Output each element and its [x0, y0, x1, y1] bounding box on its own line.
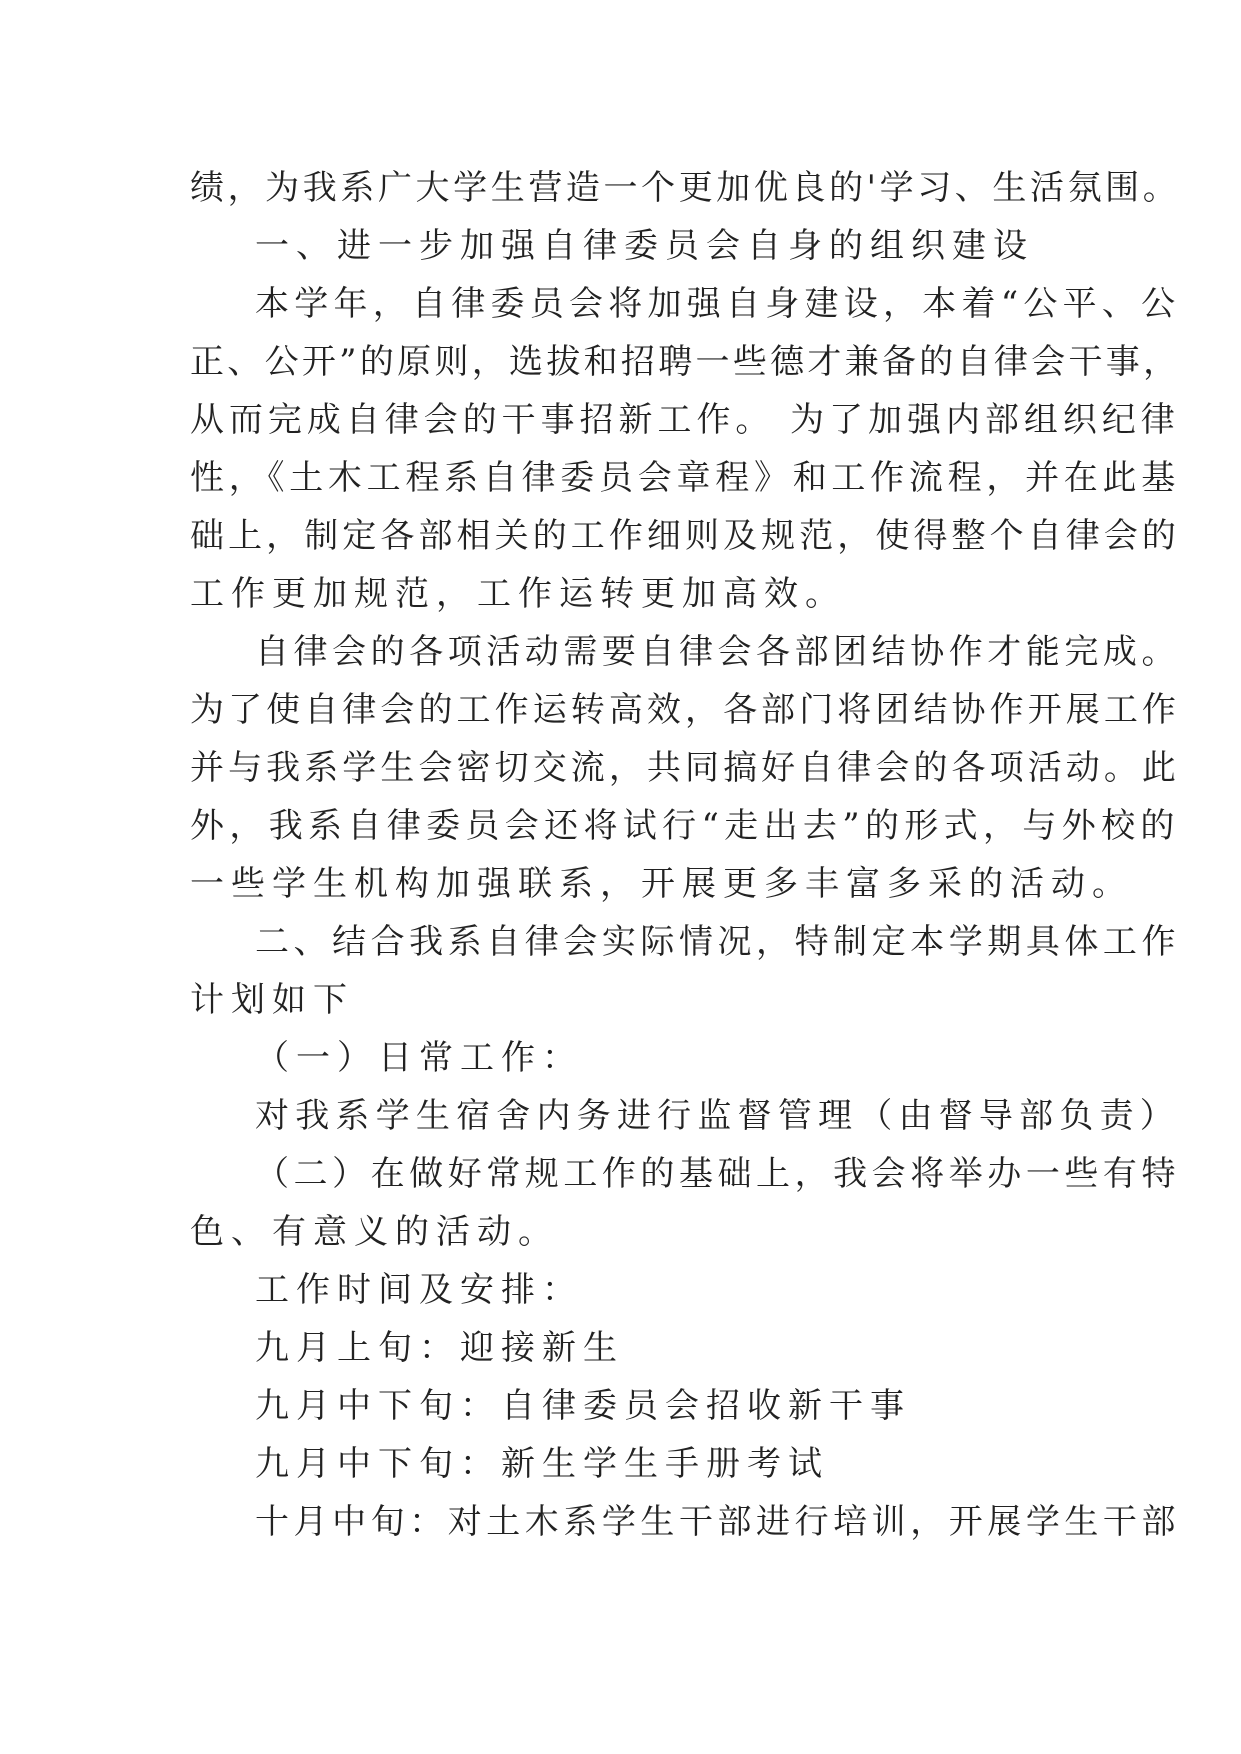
paragraph-2-line-5: 一些学生机构加强联系，开展更多丰富多采的活动。: [190, 864, 1133, 904]
paragraph-1-line-3: 从而完成自律会的干事招新工作。 为了加强内部组织纪律: [190, 400, 1180, 440]
paragraph-1-line-4: 性，《土木工程系自律委员会章程》和工作流程，并在此基: [190, 458, 1180, 498]
section-heading-2: 二、结合我系自律会实际情况，特制定本学期具体工作: [255, 922, 1180, 962]
paragraph-2-line-3: 并与我系学生会密切交流，共同搞好自律会的各项活动。此: [190, 748, 1180, 788]
schedule-item-2: 九月中下旬：自律委员会招收新干事: [255, 1386, 911, 1426]
subsection-activities: （二）在做好常规工作的基础上，我会将举办一些有特: [255, 1154, 1180, 1194]
text-line-1: 绩，为我系广大学生营造一个更加优良的'学习、生活氛围。: [190, 168, 1181, 208]
schedule-item-4: 十月中旬：对土木系学生干部进行培训，开展学生干部: [255, 1502, 1180, 1542]
section-heading-2-cont: 计划如下: [190, 980, 354, 1020]
daily-work-item: 对我系学生宿舍内务进行监督管理（由督导部负责）: [255, 1096, 1180, 1136]
schedule-heading: 工作时间及安排：: [255, 1270, 583, 1310]
paragraph-2-line-2: 为了使自律会的工作运转高效，各部门将团结协作开展工作: [190, 690, 1180, 730]
schedule-item-1: 九月上旬：迎接新生: [255, 1328, 624, 1368]
section-heading-1: 一、进一步加强自律委员会自身的组织建设: [255, 226, 1034, 266]
subsection-daily-work: （一）日常工作：: [255, 1038, 583, 1078]
subsection-activities-cont: 色、有意义的活动。: [190, 1212, 559, 1252]
paragraph-1-line-5: 础上，制定各部相关的工作细则及规范，使得整个自律会的: [190, 516, 1180, 556]
paragraph-1-line-2: 正、公开”的原则，选拔和招聘一些德才兼备的自律会干事，: [190, 342, 1181, 382]
paragraph-2-line-4: 外，我系自律委员会还将试行“走出去”的形式，与外校的: [190, 806, 1180, 846]
paragraph-1-line-1: 本学年，自律委员会将加强自身建设，本着“公平、公: [255, 284, 1181, 324]
paragraph-1-line-6: 工作更加规范，工作运转更加高效。: [190, 574, 846, 614]
paragraph-2-line-1: 自律会的各项活动需要自律会各部团结协作才能完成。: [255, 632, 1180, 672]
schedule-item-3: 九月中下旬：新生学生手册考试: [255, 1444, 829, 1484]
